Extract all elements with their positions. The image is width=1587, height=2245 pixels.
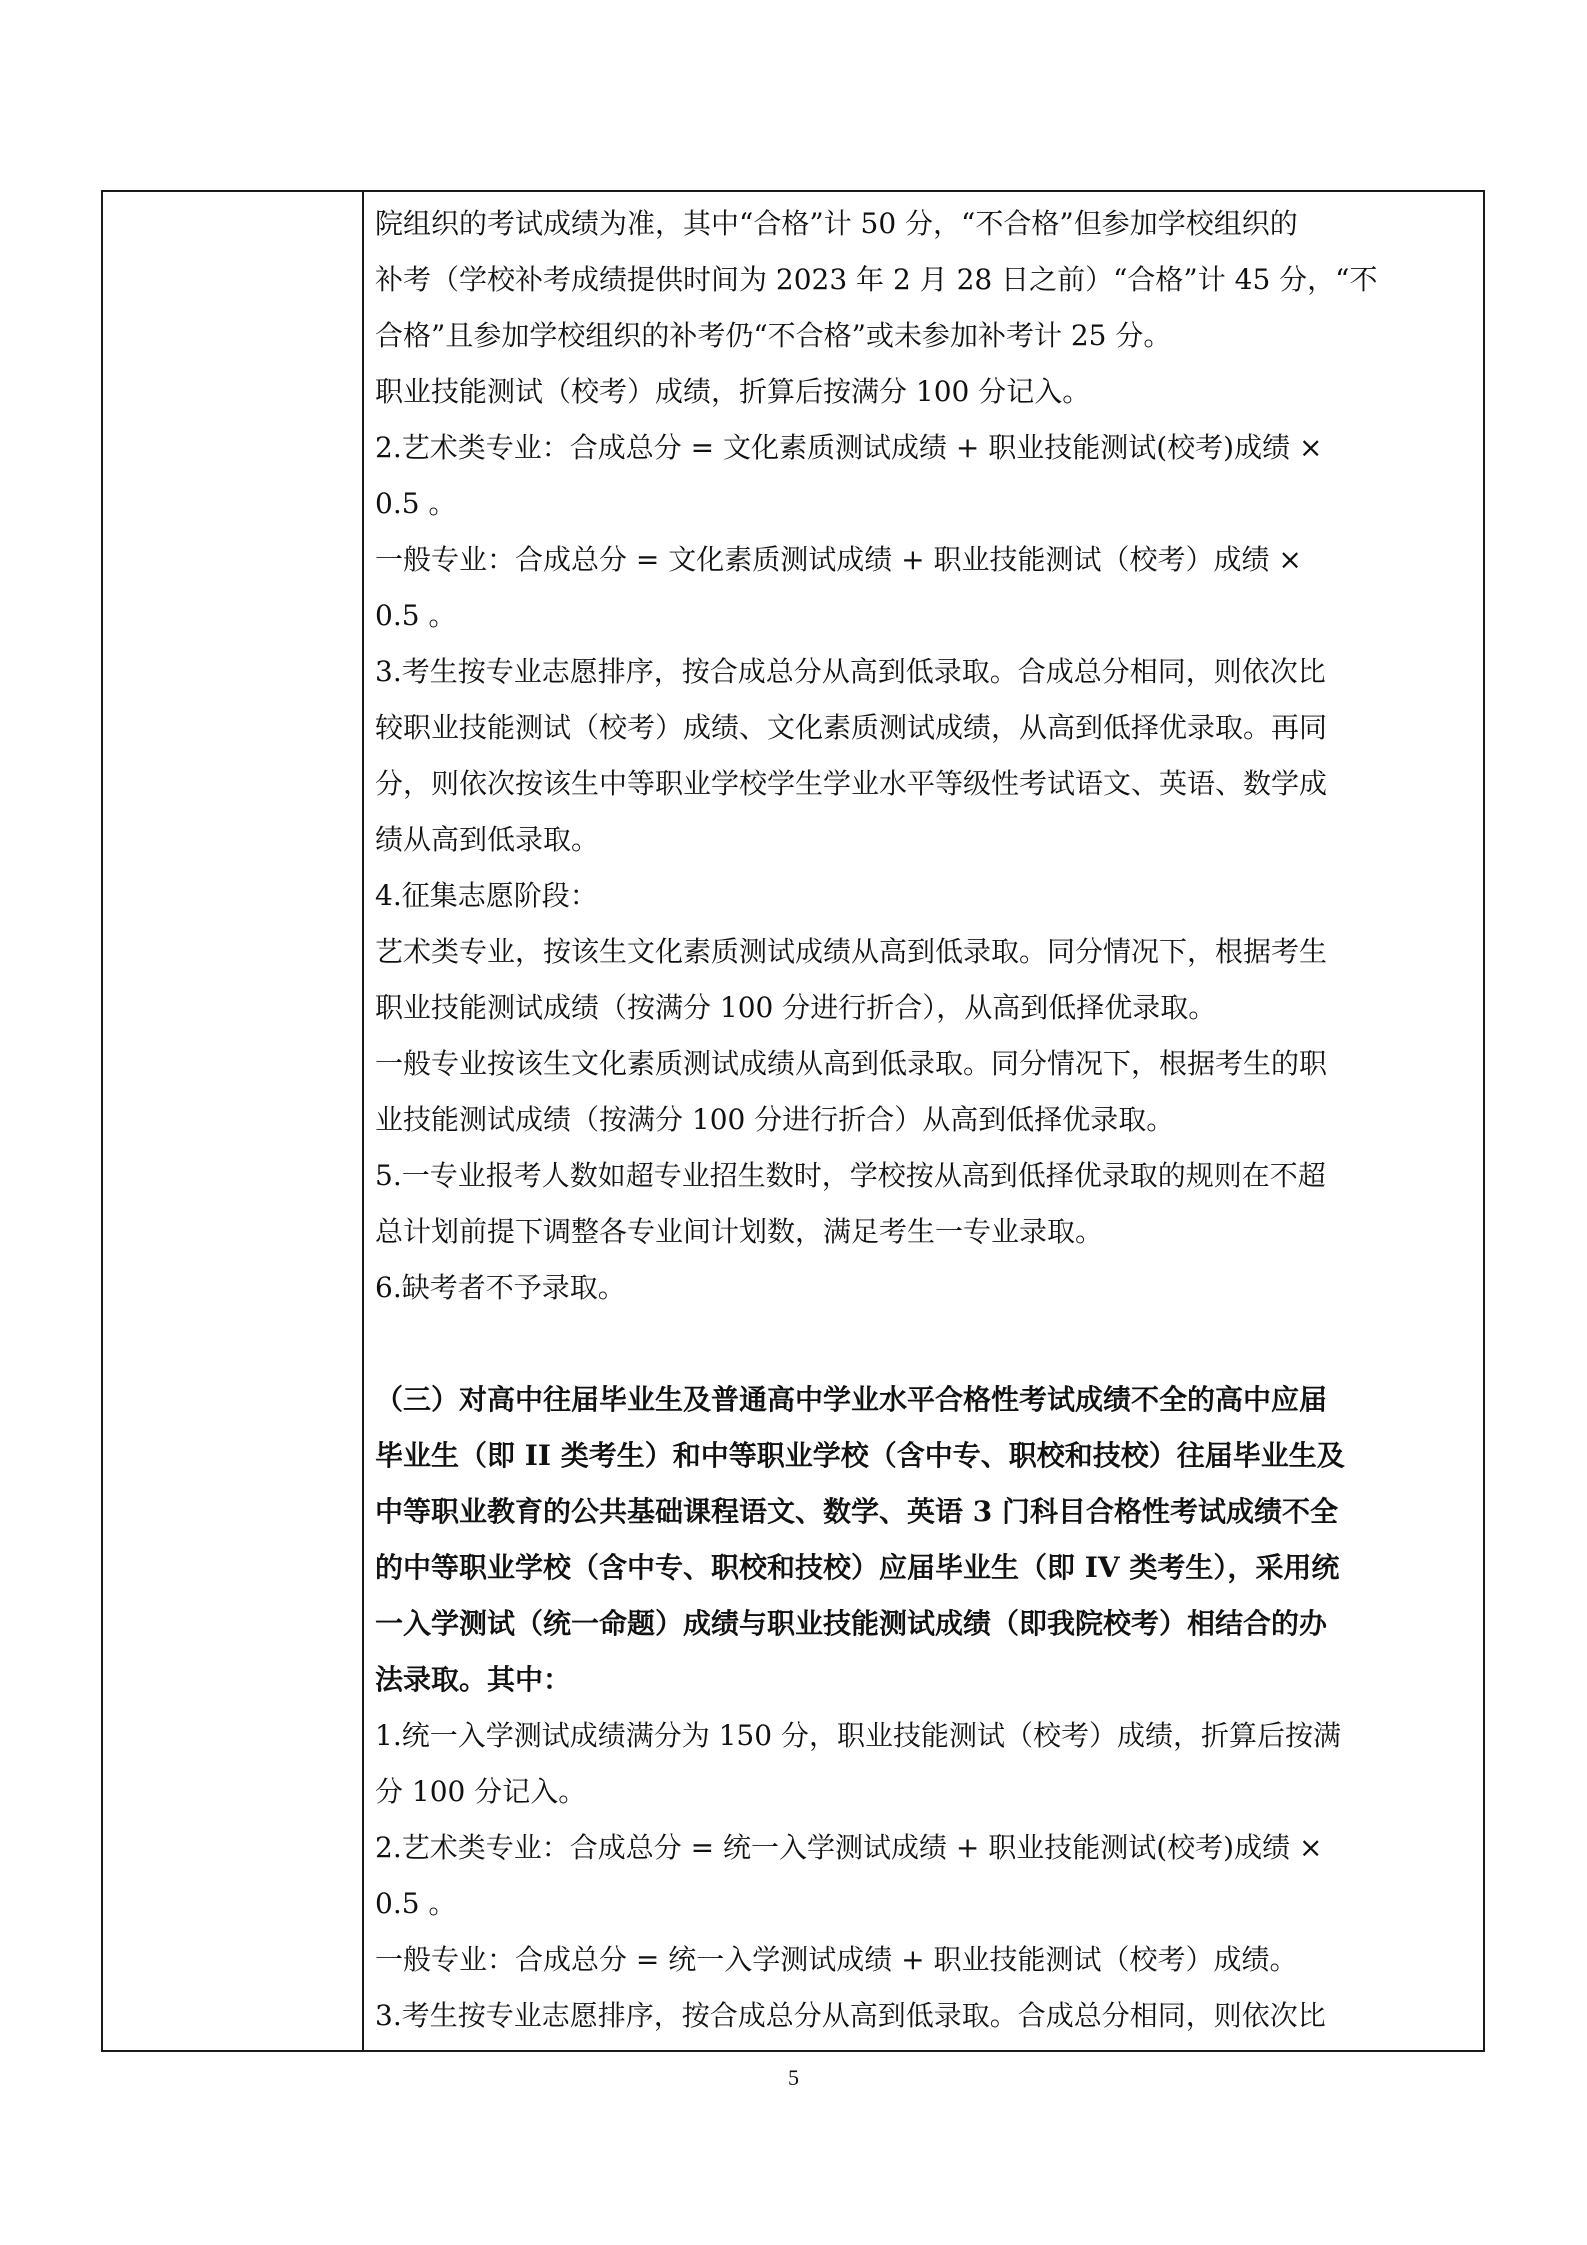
page-number: 5	[788, 2065, 799, 2090]
text-line: 院组织的考试成绩为准，其中“合格”计 50 分，“不合格”但参加学校组织的	[375, 207, 1298, 240]
section-heading-line: 法录取。其中：	[375, 1663, 572, 1696]
text-line: 3.考生按专业志愿排序，按合成总分从高到低录取。合成总分相同，则依次比	[375, 1999, 1326, 2032]
section-heading-line: 中等职业教育的公共基础课程语文、数学、英语 3 门科目合格性考试成绩不全	[375, 1495, 1338, 1528]
text-line: 较职业技能测试（校考）成绩、文化素质测试成绩，从高到低择优录取。再同	[375, 711, 1328, 744]
text-line: 4.征集志愿阶段：	[375, 879, 598, 912]
text-line: 职业技能测试成绩（按满分 100 分进行折合），从高到低择优录取。	[375, 991, 1217, 1024]
text-line: 艺术类专业，按该生文化素质测试成绩从高到低录取。同分情况下，根据考生	[375, 935, 1328, 968]
text-line: 2.艺术类专业：合成总分 = 文化素质测试成绩 + 职业技能测试(校考)成绩 ×	[375, 431, 1323, 464]
section-heading-line: （三）对高中往届毕业生及普通高中学业水平合格性考试成绩不全的高中应届	[375, 1383, 1328, 1416]
text-line: 0.5 。	[375, 599, 457, 632]
text-line: 分，则依次按该生中等职业学校学生学业水平等级性考试语文、英语、数学成	[375, 767, 1328, 800]
section-heading-line: 毕业生（即 II 类考生）和中等职业学校（含中专、职校和技校）往届毕业生及	[375, 1439, 1345, 1472]
text-line: 总计划前提下调整各专业间计划数，满足考生一专业录取。	[375, 1215, 1104, 1248]
text-line: 分 100 分记入。	[375, 1775, 587, 1808]
text-line: 一般专业：合成总分 = 文化素质测试成绩 + 职业技能测试（校考）成绩 ×	[375, 543, 1302, 576]
text-line: 3.考生按专业志愿排序，按合成总分从高到低录取。合成总分相同，则依次比	[375, 655, 1326, 688]
text-line: 5.一专业报考人数如超专业招生数时，学校按从高到低择优录取的规则在不超	[375, 1159, 1326, 1192]
text-line: 2.艺术类专业：合成总分 = 统一入学测试成绩 + 职业技能测试(校考)成绩 ×	[375, 1831, 1323, 1864]
text-line: 业技能测试成绩（按满分 100 分进行折合）从高到低择优录取。	[375, 1103, 1175, 1136]
blank-line	[375, 1316, 1475, 1372]
section-heading-line: 一入学测试（统一命题）成绩与职业技能测试成绩（即我院校考）相结合的办	[375, 1607, 1328, 1640]
text-line: 一般专业：合成总分 = 统一入学测试成绩 + 职业技能测试（校考）成绩。	[375, 1943, 1298, 1976]
text-line: 绩从高到低录取。	[375, 823, 600, 856]
text-line: 补考（学校补考成绩提供时间为 2023 年 2 月 28 日之前）“合格”计 45 分，“不	[375, 263, 1378, 296]
table-content-cell	[375, 196, 1475, 2044]
text-line: 0.5 。	[375, 487, 457, 520]
text-line: 1.统一入学测试成绩满分为 150 分，职业技能测试（校考）成绩，折算后按满	[375, 1719, 1341, 1752]
column-divider	[362, 190, 364, 2052]
text-line: 6.缺考者不予录取。	[375, 1271, 626, 1304]
text-line: 合格”且参加学校组织的补考仍“不合格”或未参加补考计 25 分。	[375, 319, 1172, 352]
section-heading-line: 的中等职业学校（含中专、职校和技校）应届毕业生（即 IV 类考生），采用统	[375, 1551, 1340, 1584]
text-line: 职业技能测试（校考）成绩，折算后按满分 100 分记入。	[375, 375, 1091, 408]
text-line: 一般专业按该生文化素质测试成绩从高到低录取。同分情况下，根据考生的职	[375, 1047, 1328, 1080]
text-line: 0.5 。	[375, 1887, 457, 1920]
